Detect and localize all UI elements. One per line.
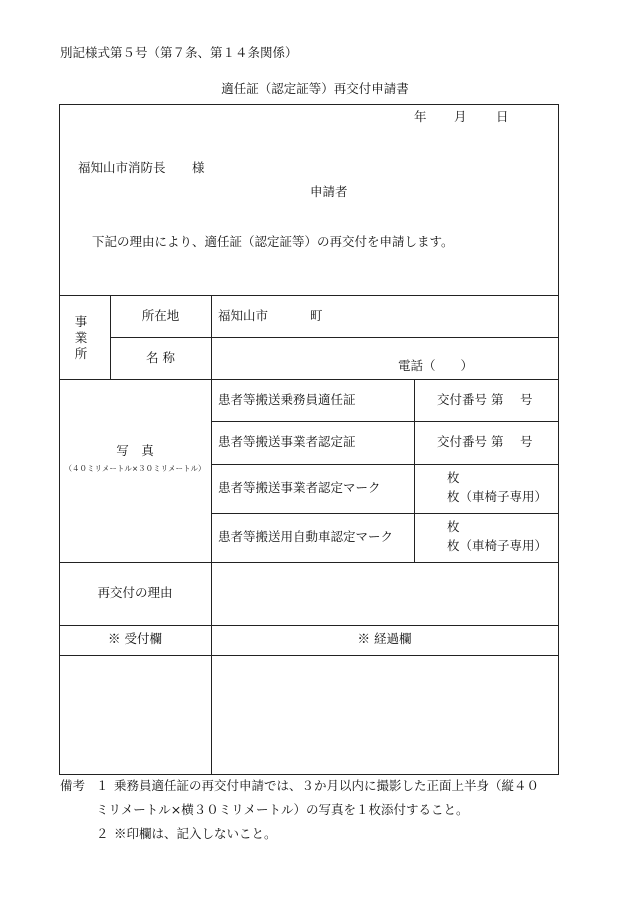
location-city: 福知山市 (218, 308, 269, 323)
date-month: 月 (454, 109, 467, 124)
remarks-item2-text: ※印欄は、記入しないこと。 (114, 826, 277, 841)
form-reference: 別記様式第５号（第７条、第１４条関係） (60, 45, 298, 60)
date-day: 日 (496, 109, 509, 124)
reason-label: 再交付の理由 (97, 585, 173, 600)
photo-label: 写 真 (116, 443, 154, 458)
cert-name: 患者等搬送事業者認定証 (218, 434, 356, 449)
remarks-item2-number: ２ (96, 826, 109, 841)
remarks-label: 備考 (60, 778, 86, 793)
cert-detail: 枚 (447, 519, 460, 534)
cert-detail: 枚（車椅子専用） (447, 538, 548, 553)
reception-label: ※ 受付欄 (108, 631, 162, 646)
form-title: 適任証（認定証等）再交付申請書 (221, 81, 409, 96)
location-label: 所在地 (141, 308, 180, 323)
cert-detail: 交付番号 第 号 (437, 434, 533, 449)
office-name-label: 名 称 (146, 350, 175, 365)
cert-detail: 交付番号 第 号 (437, 392, 533, 407)
cert-name: 患者等搬送用自動車認定マーク (218, 529, 394, 544)
application-statement: 下記の理由により、適任証（認定証等）の再交付を申請します。 (92, 234, 454, 249)
cert-name: 患者等搬送事業者認定マーク (218, 480, 381, 495)
date-year: 年 (414, 109, 427, 124)
applicant-label: 申請者 (310, 184, 348, 199)
cert-name: 患者等搬送乗務員適任証 (218, 392, 356, 407)
remarks-item1-line1: 乗務員適任証の再交付申請では、３か月以内に撮影した正面上半身（縦４０ (114, 778, 540, 793)
cert-detail: 枚 (447, 470, 460, 485)
progress-label: ※ 経過欄 (357, 631, 412, 646)
location-town: 町 (310, 308, 323, 323)
remarks-item1-number: １ (96, 778, 109, 793)
office-group-label: 事業所 (74, 314, 88, 361)
photo-size-note: （４０ミリメートル×３０ミリメートル） (64, 464, 206, 473)
office-phone-label: 電話（ ） (398, 358, 474, 373)
addressee-name: 福知山市消防長 (78, 160, 166, 175)
cert-detail: 枚（車椅子専用） (447, 489, 548, 504)
addressee-honorific: 様 (192, 160, 205, 175)
remarks-item1-line2: ミリメートル×横３０ミリメートル）の写真を１枚添付すること。 (96, 802, 469, 817)
